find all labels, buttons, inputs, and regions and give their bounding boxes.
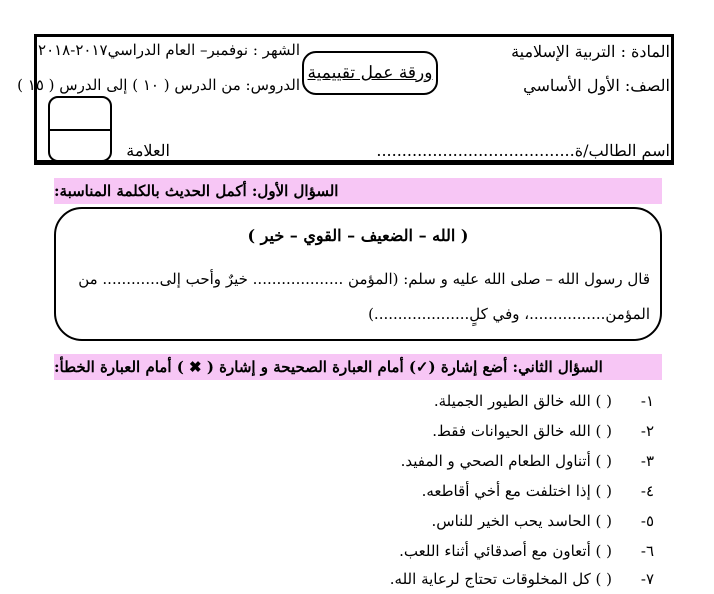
q2-title: السؤال الثاني: أضع إشارة (✓) أمام العبارة الصحيحة و إشارة ( ✖ ) أمام العبارة الخطأ: <box>54 354 662 380</box>
item-number: ٧- <box>640 570 654 588</box>
item-text[interactable]: ( ) أتعاون مع أصدقائي أثناء اللعب. <box>399 542 612 560</box>
item-text[interactable]: ( ) الله خالق الطيور الجميلة. <box>433 392 612 410</box>
item-text[interactable]: ( ) الله خالق الحيوانات فقط. <box>432 422 612 440</box>
item-number: ٢- <box>640 422 654 440</box>
list-item <box>432 422 654 440</box>
list-item <box>432 512 655 530</box>
list-item <box>401 452 654 470</box>
q1-title: السؤال الأول: أكمل الحديث بالكلمة المناسبة: <box>54 178 662 204</box>
lessons-label: الدروس: من الدرس ( ١٠ ) إلى الدرس ( ١٥ ) <box>17 76 300 94</box>
list-item <box>434 392 654 410</box>
sheet-title <box>302 51 438 95</box>
item-text[interactable]: ( ) الحاسد يحب الخير للناس. <box>431 512 612 530</box>
item-text[interactable]: ( ) أتناول الطعام الصحي و المفيد. <box>400 452 612 470</box>
month-year-label: الشهر : نوفمبر– العام الدراسي٢٠١٧-٢٠١٨ <box>38 41 300 59</box>
mark-box[interactable] <box>48 96 112 162</box>
list-item <box>422 482 654 500</box>
sheet-title-text: ورقة عمل تقييمية <box>307 63 433 83</box>
hadith-line-2: المؤمن................، وفي كلٍ....................) <box>368 305 650 323</box>
word-bank: ( الله – الضعيف – القوي – خير ) <box>247 226 469 245</box>
hadith-line-1: قال رسول الله – صلى الله عليه و سلم: (المؤمن ................... خيرٌ وأحب إلى............ من <box>78 270 650 288</box>
item-number: ٤- <box>640 482 654 500</box>
list-item <box>399 542 654 560</box>
list-item <box>390 570 654 588</box>
mark-label: العلامة <box>126 141 170 160</box>
student-name-field[interactable]: اسم الطالب/ة....................................... <box>376 141 670 160</box>
item-number: ٣- <box>640 452 654 470</box>
item-text[interactable]: ( ) كل المخلوقات تحتاج لرعاية الله. <box>389 570 612 588</box>
item-number: ٥- <box>640 512 654 530</box>
item-text[interactable]: ( ) إذا اختلفت مع أخي أقاطعه. <box>421 482 612 500</box>
grade-label: الصف: الأول الأساسي <box>523 76 670 95</box>
mark-box-divider <box>50 129 110 131</box>
subject-label: المادة : التربية الإسلامية <box>511 42 670 61</box>
item-number: ٦- <box>640 542 654 560</box>
item-number: ١- <box>640 392 654 410</box>
